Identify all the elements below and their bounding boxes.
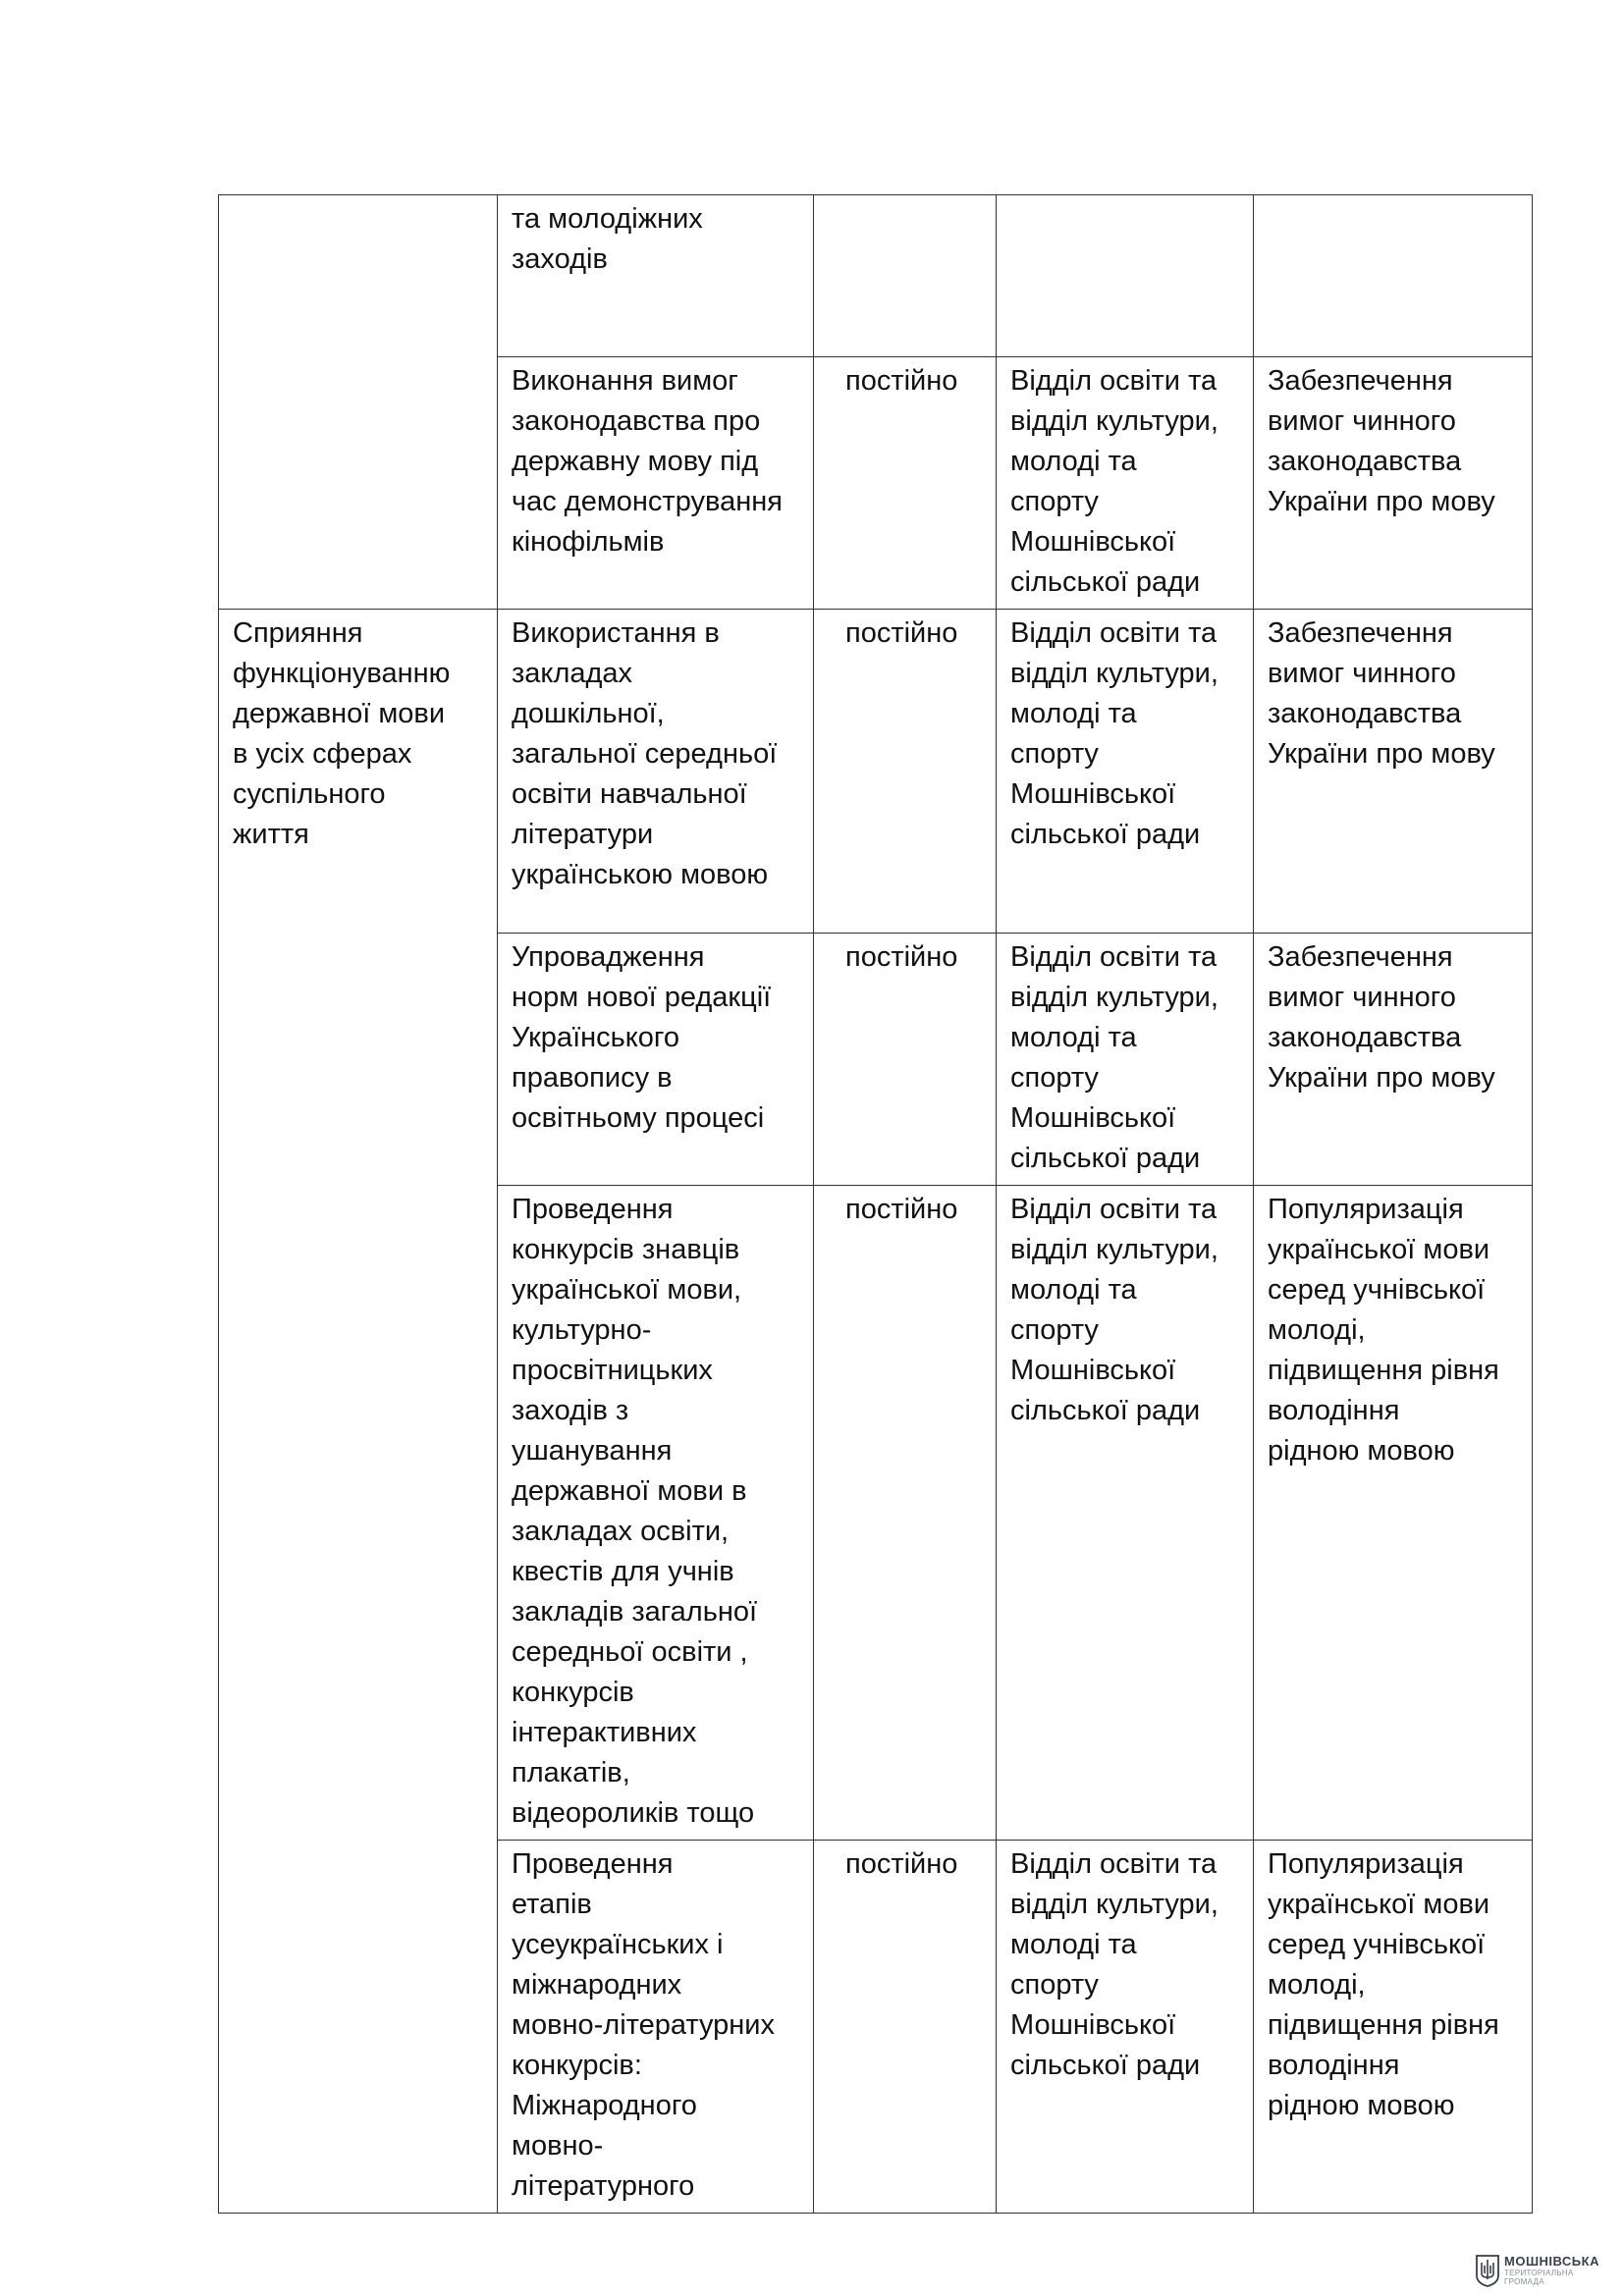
logo-subtitle: ТЕРИТОРІАЛЬНА	[1504, 2269, 1574, 2277]
footer-logo	[1475, 2254, 1599, 2287]
term-cell: постійно	[814, 934, 997, 1186]
result-cell	[1254, 195, 1533, 357]
executor-cell: Відділ освіти та відділ культури, молоді та спорту Мошнівської сільської ради	[997, 1186, 1254, 1841]
result-cell: Забезпечення вимог чинного законодавства України про мову	[1254, 934, 1533, 1186]
direction-cell	[219, 195, 498, 610]
task-cell: Проведення конкурсів знавців української мови, культурно- просвітницьких заходів з ушанування державної мови в закладах освіти, квестів для учнів закладів загальної середньої освіти , конкурсів інтерактивних плакатів, відеороликів тощо	[498, 1186, 814, 1841]
program-table	[218, 194, 1533, 2214]
direction-cell: Сприяння функціонуванню державної мови в усіх сферах суспільного життя	[219, 610, 498, 2214]
task-cell: та молодіжних заходів	[498, 195, 814, 357]
result-cell: Забезпечення вимог чинного законодавства України про мову	[1254, 357, 1533, 610]
table-row	[219, 610, 1533, 934]
task-cell: Упровадження норм нової редакції Українського правопису в освітньому процесі	[498, 934, 814, 1186]
logo-subtitle: ГРОМАДА	[1504, 2277, 1544, 2286]
result-cell: Забезпечення вимог чинного законодавства України про мову	[1254, 610, 1533, 934]
logo-text	[1504, 2255, 1599, 2286]
logo-title: МОШНІВСЬКА	[1504, 2254, 1599, 2269]
result-cell: Популяризація української мови серед учнівської молоді, підвищення рівня володіння рідною мовою	[1254, 1186, 1533, 1841]
executor-cell	[997, 195, 1254, 357]
executor-cell: Відділ освіти та відділ культури, молоді та спорту Мошнівської сільської ради	[997, 357, 1254, 610]
task-cell: Виконання вимог законодавства про державну мову під час демонстрування кінофільмів	[498, 357, 814, 610]
term-cell: постійно	[814, 1841, 997, 2214]
term-cell: постійно	[814, 610, 997, 934]
executor-cell: Відділ освіти та відділ культури, молоді та спорту Мошнівської сільської ради	[997, 934, 1254, 1186]
result-cell: Популяризація української мови серед учнівської молоді, підвищення рівня володіння рідною мовою	[1254, 1841, 1533, 2214]
term-cell: постійно	[814, 1186, 997, 1841]
executor-cell: Відділ освіти та відділ культури, молоді та спорту Мошнівської сільської ради	[997, 610, 1254, 934]
task-cell: Використання в закладах дошкільної, загальної середньої освіти навчальної літератури українською мовою	[498, 610, 814, 934]
task-cell: Проведення етапів усеукраїнських і міжнародних мовно-літературних конкурсів: Міжнародного мовно- літературного	[498, 1841, 814, 2214]
trident-icon	[1475, 2254, 1500, 2287]
table-row	[219, 195, 1533, 357]
term-cell	[814, 195, 997, 357]
executor-cell: Відділ освіти та відділ культури, молоді та спорту Мошнівської сільської ради	[997, 1841, 1254, 2214]
term-cell: постійно	[814, 357, 997, 610]
